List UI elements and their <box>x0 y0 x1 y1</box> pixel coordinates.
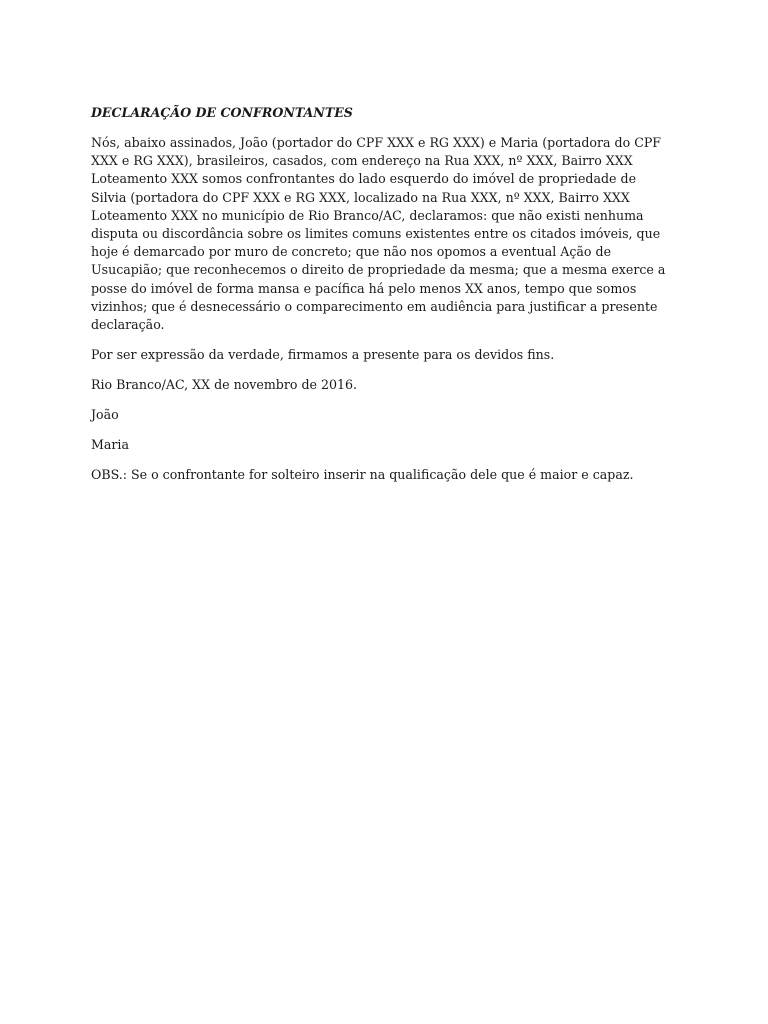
closing-statement: Por ser expressão da verdade, firmamos a presente para os devidos fins. <box>91 347 555 363</box>
observation-note: OBS.: Se o confrontante for solteiro inserir na qualificação dele que é maior e capaz. <box>91 467 634 483</box>
document-content <box>91 104 671 496</box>
signatory-joao: João <box>91 407 119 423</box>
declaration-body: Nós, abaixo assinados, João (portador do CPF XXX e RG XXX) e Maria (portadora do CPF XXX e RG XXX), brasileiros, casados, com endereço na Rua XXX, nº XXX, Bairro XXX Loteamento XXX somos confrontantes do lado esquerdo do imóvel de propriedade de Silvia (portadora do CPF XXX e RG XXX, localizado na Rua XXX, nº XXX, Bairro XXX Loteamento XXX no município de Rio Branco/AC, declaramos: que não existi nenhuma disputa ou discordância sobre os limites comuns existentes entre os citados imóveis, que hoje é demarcado por muro de concreto; que não nos opomos a eventual Ação de Usucapião; que reconhecemos o direito de propriedade da mesma; que a mesma exerce a posse do imóvel de forma mansa e pacífica há pelo menos XX anos, tempo que somos vizinhos; que é desnecessário o comparecimento em audiência para justificar a presente declaração. <box>91 135 666 333</box>
signatory-maria: Maria <box>91 437 129 453</box>
place-date: Rio Branco/AC, XX de novembro de 2016. <box>91 377 358 393</box>
document-title: DECLARAÇÃO DE CONFRONTANTES <box>91 105 353 120</box>
